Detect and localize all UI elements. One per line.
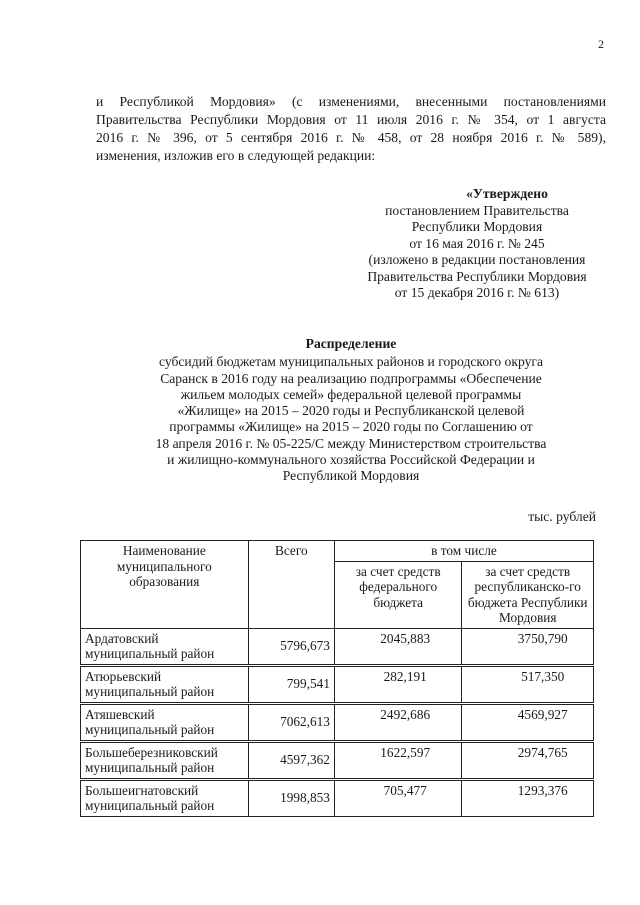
approval-line: Правительства Республики Мордовия bbox=[367, 268, 587, 284]
header-federal: за счет средств федерального бюджета bbox=[334, 561, 461, 628]
approval-stamp bbox=[342, 186, 612, 302]
approval-line: постановлением Правительства bbox=[385, 202, 569, 218]
cell-federal: 705,477 bbox=[334, 779, 461, 816]
cell-republic: 4569,927 bbox=[462, 703, 594, 741]
cell-name: Ардатовский муниципальный район bbox=[81, 628, 249, 665]
cell-federal: 2045,883 bbox=[334, 628, 461, 665]
subtitle-line: программы «Жилище» на 2015 – 2020 годы по Соглашению от bbox=[169, 419, 533, 435]
units-label: тыс. рублей bbox=[528, 509, 596, 524]
cell-total: 4597,362 bbox=[248, 741, 334, 779]
cell-name: Атяшевский муниципальный район bbox=[81, 703, 249, 741]
approval-line: (изложено в редакции постановления bbox=[368, 252, 586, 267]
header-including: в том числе bbox=[334, 541, 593, 562]
subtitle-line: «Жилище» на 2015 – 2020 годы и Республиканской целевой bbox=[177, 403, 525, 419]
approval-line: от 16 мая 2016 г. № 245 bbox=[409, 235, 545, 251]
subsidy-table bbox=[80, 540, 594, 817]
intro-line: Правительства Республики Мордовия от 11 июля 2016 г. № 354, от 1 августа bbox=[96, 112, 606, 127]
table-row bbox=[81, 741, 594, 779]
cell-name: Большеигнатовский муниципальный район bbox=[81, 779, 249, 816]
approval-line: Республики Мордовия bbox=[411, 219, 543, 234]
intro-line: изменения, изложив его в следующей редакции: bbox=[96, 148, 376, 163]
cell-federal: 282,191 bbox=[334, 665, 461, 703]
cell-republic: 3750,790 bbox=[462, 628, 594, 665]
table-row bbox=[81, 703, 594, 741]
document-title: Распределение bbox=[305, 336, 397, 351]
subtitle-line: 18 апреля 2016 г. № 05-225/С между Министерством строительства bbox=[155, 435, 547, 451]
subtitle-line: и жилищно-коммунального хозяйства Российской Федерации и bbox=[167, 452, 535, 468]
header-republic: за счет средств республиканско-го бюджета Республики Мордовия bbox=[462, 561, 594, 628]
cell-total: 1998,853 bbox=[248, 779, 334, 816]
subtitle-line: жильем молодых семей» федеральной целевой программы bbox=[180, 386, 522, 402]
document-title-block bbox=[96, 336, 606, 485]
cell-total: 7062,613 bbox=[248, 703, 334, 741]
cell-federal: 2492,686 bbox=[334, 703, 461, 741]
subtitle-line: субсидий бюджетам муниципальных районов и городского округа bbox=[159, 354, 543, 370]
header-total: Всего bbox=[248, 541, 334, 629]
cell-federal: 1622,597 bbox=[334, 741, 461, 779]
cell-total: 799,541 bbox=[248, 665, 334, 703]
subtitle-line: Республикой Мордовия bbox=[282, 468, 420, 484]
approval-line: от 15 декабря 2016 г. № 613) bbox=[394, 285, 560, 300]
header-name: Наименование муниципального образования bbox=[81, 541, 249, 629]
approval-heading: «Утверждено bbox=[466, 186, 548, 201]
subtitle-line: Саранск в 2016 году на реализацию подпрограммы «Обеспечение bbox=[160, 370, 542, 386]
page-number: 2 bbox=[598, 37, 604, 51]
cell-republic: 2974,765 bbox=[462, 741, 594, 779]
table-row bbox=[81, 665, 594, 703]
table-row bbox=[81, 628, 594, 665]
intro-paragraph bbox=[96, 93, 606, 165]
intro-line: и Республикой Мордовия» (с изменениями, внесенными постановлениями bbox=[96, 94, 606, 109]
cell-name: Атюрьевский муниципальный район bbox=[81, 665, 249, 703]
cell-name: Большеберезниковский муниципальный район bbox=[81, 741, 249, 779]
cell-republic: 517,350 bbox=[462, 665, 594, 703]
cell-total: 5796,673 bbox=[248, 628, 334, 665]
intro-line: 2016 г. № 396, от 5 сентября 2016 г. № 458, от 28 ноября 2016 г. № 589), bbox=[96, 130, 606, 145]
table-header-row bbox=[81, 541, 594, 562]
table-row bbox=[81, 779, 594, 816]
cell-republic: 1293,376 bbox=[462, 779, 594, 816]
